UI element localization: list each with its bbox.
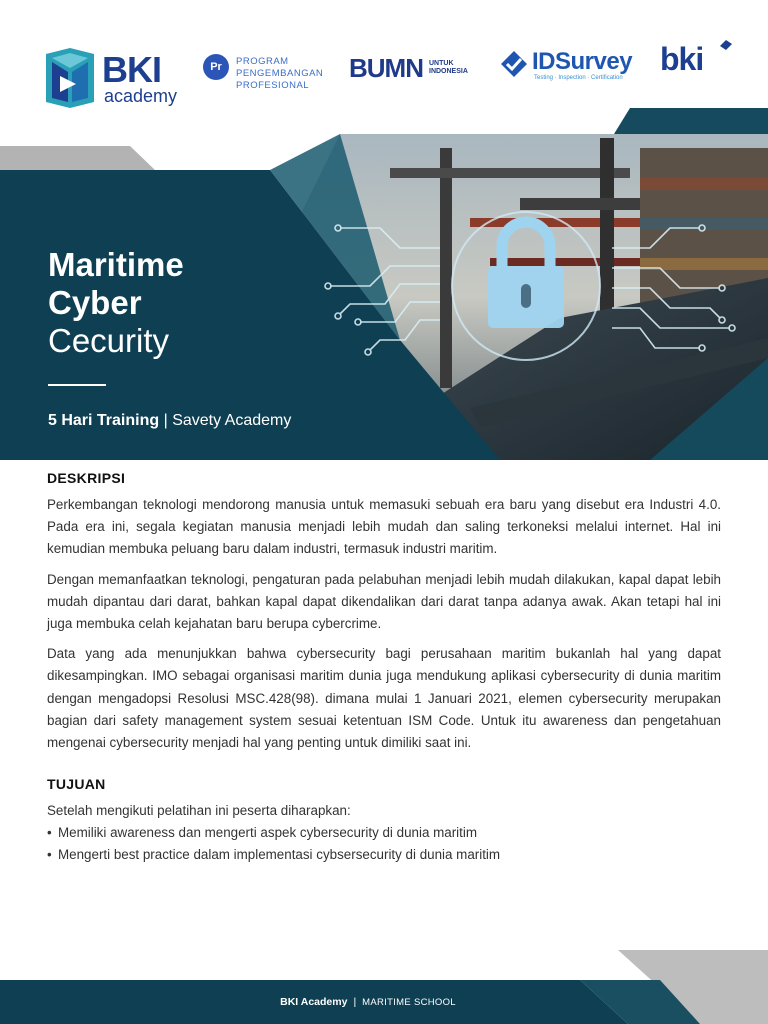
course-title-line2: Cyber	[48, 284, 142, 321]
logo-bar	[0, 0, 768, 120]
idsurvey-wordmark: IDSurvey	[532, 48, 633, 75]
ppp-text	[236, 56, 323, 92]
course-title-line1: Maritime	[48, 246, 184, 283]
deskripsi-paragraph: Dengan memanfaatkan teknologi, pengaturan pada pelabuhan menjadi lebih mudah dilakukan, kapal dapat lebih mudah dipantau dari darat, bahkan kapal dapat dikendalikan dari darat tanpa adanya awak. Akan tetapi hal ini juga membuka celah kejahatan baru berupa cybercrime.	[47, 571, 721, 632]
footer-school: MARITIME SCHOOL	[362, 997, 456, 1008]
course-title-line3: Cecurity	[48, 322, 170, 359]
bki-wordmark: bki	[660, 41, 704, 77]
bumn-subtitle	[429, 60, 468, 76]
deskripsi-paragraph: Perkembangan teknologi mendorong manusia untuk memasuki sebuah era baru yang disebut era Industri 4.0. Pada era ini, segala kegiatan manusia menjadi lebih mudah dan saling terkoneksi melalui internet. Hal ini kemudian membuka peluang baru dalam industri, termasuk industri maritim.	[47, 497, 721, 557]
bki-logo	[660, 40, 740, 80]
training-info	[48, 412, 291, 430]
hero-banner	[0, 108, 768, 460]
training-academy: | Savety Academy	[159, 412, 292, 429]
footer-background	[0, 950, 768, 1024]
training-duration: 5 Hari Training	[48, 412, 160, 429]
title-divider	[48, 384, 106, 386]
tujuan-intro: Setelah mengikuti pelatihan ini peserta diharapkan:	[47, 803, 351, 819]
tujuan-list-item: • Memiliki awareness dan mengerti aspek cybersecurity di dunia maritim	[47, 822, 721, 844]
footer	[0, 950, 768, 1024]
bki-academy-logo	[46, 48, 206, 108]
idsurvey-check-icon	[500, 50, 528, 78]
bki-accent-icon	[720, 40, 732, 50]
bumn-sub-line: INDONESIA	[429, 68, 468, 75]
tujuan-heading: TUJUAN	[47, 776, 106, 793]
ppp-logo	[203, 52, 333, 92]
course-title	[48, 246, 348, 360]
deskripsi-heading: DESKRIPSI	[47, 470, 126, 486]
bki-academy-subtitle: academy	[104, 86, 178, 106]
ppp-line: PENGEMBANGAN	[236, 68, 324, 79]
bumn-wordmark: BUMN	[349, 53, 423, 83]
teal-ribbon-right	[614, 108, 768, 134]
idsurvey-logo	[500, 48, 650, 84]
footer-separator: |	[353, 996, 357, 1008]
content-body	[47, 470, 721, 866]
tujuan-list	[47, 822, 721, 866]
bki-academy-mark-icon	[46, 48, 94, 108]
ppp-badge-icon: Pr	[203, 54, 229, 80]
deskripsi-paragraph: Data yang ada menunjukkan bahwa cybersecurity bagi perusahaan maritim bukanlah hal yang dapat dikesampingkan. IMO sebagai organisasi maritim dunia juga mendukung aplikasi cybersecurity di dunia maritim dengan mengadopsi Resolusi MSC.428(98). dimana mulai 1 Januari 2021, elemen cybersecurity merupakan bagian dari safety management system sesuai ketentuan ISM Code. Untuk itu awareness dan pengetahuan mengenai cybersecurity menjadi hal yang penting untuk dimiliki saat ini.	[47, 646, 721, 751]
bumn-logo	[349, 54, 479, 84]
bki-academy-wordmark: BKI	[102, 49, 161, 90]
grey-ribbon-left	[0, 146, 155, 170]
ppp-line: PROFESIONAL	[236, 80, 310, 91]
tujuan-list-item: • Mengerti best practice dalam implementasi cybsersecurity di dunia maritim	[47, 844, 721, 866]
bumn-sub-line: UNTUK	[429, 60, 454, 67]
footer-text	[0, 996, 736, 1008]
footer-brand: BKI Academy	[280, 996, 348, 1008]
ppp-line: PROGRAM	[236, 56, 289, 67]
idsurvey-tagline: Testing · Inspection · Certification	[534, 75, 623, 81]
